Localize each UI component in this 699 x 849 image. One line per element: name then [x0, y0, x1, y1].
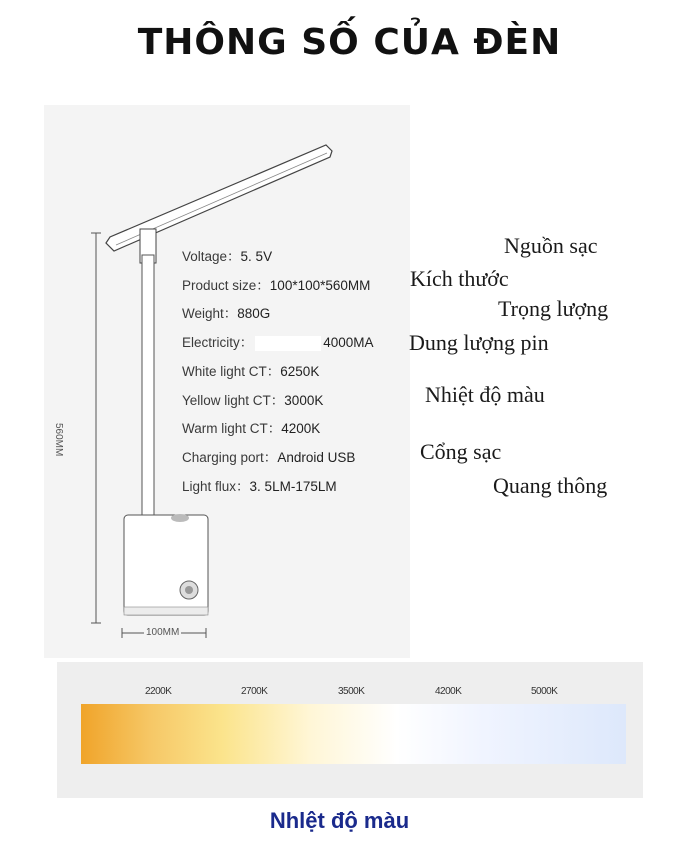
spec-value: 6250K	[280, 364, 320, 379]
spec-label: Charging port：	[182, 450, 278, 465]
spec-label: Voltage：	[182, 249, 241, 264]
spec-charging-port	[182, 446, 355, 466]
translation-color-temp: Nhiệt độ màu	[425, 382, 545, 407]
spec-warm-light	[182, 417, 320, 437]
translation-size: Kích thước	[410, 266, 509, 291]
spec-value: Android USB	[277, 450, 356, 465]
tick-label: 5000K	[531, 686, 558, 697]
color-temperature-panel	[57, 662, 643, 798]
tick-label: 4200K	[435, 686, 462, 697]
spec-weight	[182, 302, 270, 322]
spec-value: 880G	[237, 306, 271, 321]
spec-white-light	[182, 360, 319, 380]
color-temperature-caption: Nhlệt độ màu	[269, 808, 410, 833]
tick-label: 3500K	[338, 686, 365, 697]
spec-label: Electricity：	[182, 335, 254, 350]
spec-label: Weight：	[182, 306, 238, 321]
spec-electricity	[182, 331, 374, 351]
spec-value: 5. 5V	[240, 249, 273, 264]
tick-label: 2700K	[241, 686, 268, 697]
redacted-area	[255, 336, 321, 351]
color-temperature-gradient	[81, 704, 626, 764]
spec-label: Warm light CT：	[182, 421, 282, 436]
translation-weight: Trọng lượng	[498, 296, 609, 321]
width-dimension-label: 100MM	[146, 627, 180, 638]
spec-label: Light flux：	[182, 479, 250, 494]
tick-label: 2200K	[145, 686, 172, 697]
spec-value: 4000MA	[323, 335, 374, 350]
spec-label: Yellow light CT：	[182, 393, 285, 408]
spec-voltage	[182, 245, 272, 265]
spec-value: 3000K	[284, 393, 324, 408]
spec-product-size	[182, 274, 370, 294]
page-title: THÔNG SỐ CỦA ĐÈN	[137, 22, 562, 63]
translation-charging-port: Cổng sạc	[420, 439, 502, 464]
spec-yellow-light	[182, 389, 323, 409]
lamp-illustration	[44, 105, 410, 658]
translation-light-flux: Quang thông	[493, 473, 608, 498]
spec-value: 4200K	[281, 421, 321, 436]
spec-light-flux	[182, 475, 337, 495]
spec-value: 3. 5LM-175LM	[249, 479, 337, 494]
spec-panel	[44, 105, 410, 658]
translation-battery: Dung lượng pin	[409, 330, 549, 355]
translation-voltage: Nguồn sạc	[504, 233, 598, 258]
height-dimension-label: 560MM	[53, 423, 64, 457]
spec-value: 100*100*560MM	[269, 278, 371, 293]
spec-label: White light CT：	[182, 364, 281, 379]
spec-label: Product size：	[182, 278, 270, 293]
